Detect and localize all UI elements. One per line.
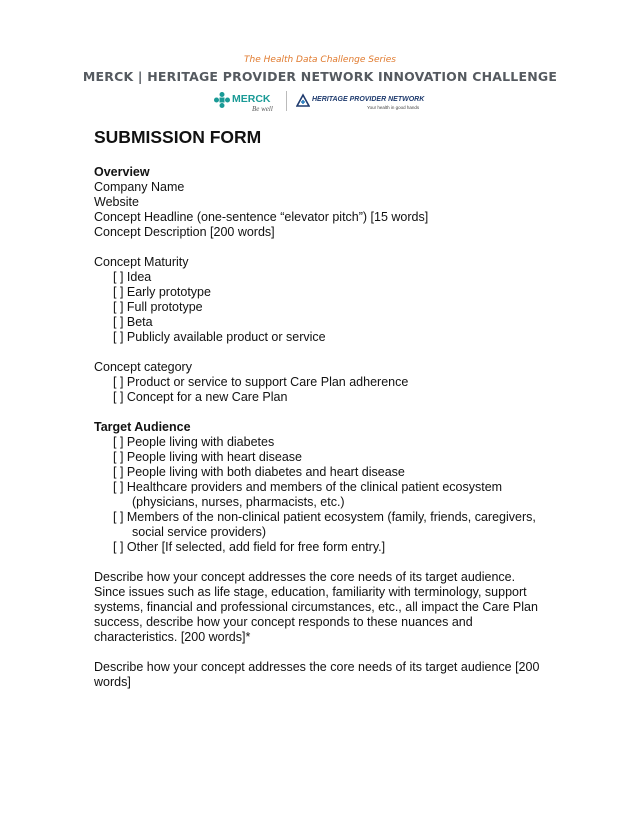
merck-logo-name: MERCK [232, 93, 271, 105]
merck-logo-tagline: Be well [252, 105, 273, 113]
category-option-new-care-plan: [ ] Concept for a new Care Plan [113, 390, 288, 404]
audience-option-diabetes: [ ] People living with diabetes [113, 435, 275, 449]
audience-option-clinical-cont: (physicians, nurses, pharmacists, etc.) [132, 495, 345, 509]
describe-needs-short-paragraph [94, 660, 564, 690]
maturity-label: Concept Maturity [94, 255, 189, 269]
maturity-option-idea: [ ] Idea [113, 270, 152, 284]
submission-form [94, 125, 564, 690]
maturity-option-full-prototype: [ ] Full prototype [113, 300, 203, 314]
audience-option-other: [ ] Other [If selected, add field for free form entry.] [113, 540, 386, 554]
describe-needs-paragraph [94, 570, 564, 645]
audience-option-heart-disease: [ ] People living with heart disease [113, 450, 302, 464]
category-label: Concept category [94, 360, 192, 374]
audience-option-both: [ ] People living with both diabetes and heart disease [113, 465, 405, 479]
form-title: SUBMISSION FORM [94, 127, 262, 147]
maturity-option-beta: [ ] Beta [113, 315, 153, 329]
merck-logo-icon [214, 92, 230, 108]
maturity-option-public: [ ] Publicly available product or service [113, 330, 326, 344]
challenge-title: MERCK | HERITAGE PROVIDER NETWORK INNOVATION CHALLENGE [82, 69, 558, 84]
audience-heading: Target Audience [94, 420, 191, 434]
maturity-option-early-prototype: [ ] Early prototype [113, 285, 211, 299]
logo-bar [0, 89, 640, 115]
overview-heading: Overview [94, 165, 150, 179]
hpn-logo [296, 91, 426, 113]
field-website: Website [94, 195, 139, 209]
hpn-logo-tagline: Your health in good hands [367, 105, 420, 110]
field-company-name: Company Name [94, 180, 185, 194]
hpn-logo-icon [296, 93, 310, 107]
paragraph-line: Since issues such as life stage, education, familiarity with terminology, support [94, 585, 527, 599]
paragraph-line: words] [94, 675, 131, 689]
audience-option-non-clinical: [ ] Members of the non-clinical patient ecosystem (family, friends, caregivers, [113, 510, 536, 524]
logo-divider [286, 91, 287, 111]
paragraph-line: characteristics. [200 words]* [94, 630, 251, 644]
paragraph-line: Describe how your concept addresses the core needs of its target audience. [94, 570, 516, 584]
paragraph-line: success, describe how your concept responds to these nuances and [94, 615, 473, 629]
merck-logo [214, 91, 280, 115]
paragraph-line: Describe how your concept addresses the core needs of its target audience [200 [94, 660, 540, 674]
audience-option-clinical: [ ] Healthcare providers and members of the clinical patient ecosystem [113, 480, 503, 494]
field-concept-description: Concept Description [200 words] [94, 225, 275, 239]
paragraph-line: systems, financial and professional circumstances, etc., all impact the Care Plan [94, 600, 538, 614]
category-option-adherence: [ ] Product or service to support Care Plan adherence [113, 375, 409, 389]
audience-option-non-clinical-cont: social service providers) [132, 525, 267, 539]
series-title: The Health Data Challenge Series [244, 55, 396, 65]
hpn-logo-name: HERITAGE PROVIDER NETWORK [312, 96, 425, 103]
field-concept-headline: Concept Headline (one-sentence “elevator pitch”) [15 words] [94, 210, 429, 224]
